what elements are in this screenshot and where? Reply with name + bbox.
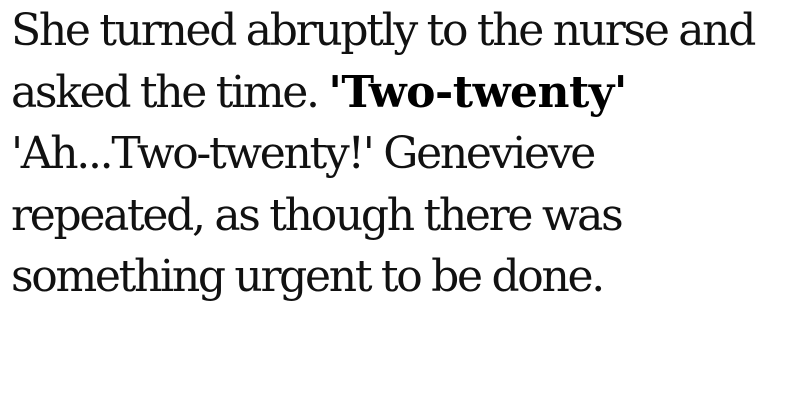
passage-line-2-lead: asked the time. [11,66,318,118]
passage-line-2 [11,62,796,124]
emphasized-quote: 'Two-twenty' [328,66,627,118]
passage-line-1: She turned abruptly to the nurse and [11,5,755,56]
passage-line-3: 'Ah...Two-twenty!' Genevieve [11,128,595,179]
passage-line-5: something urgent to be done. [11,251,603,302]
passage-line-4: repeated, as though there was [11,189,622,241]
story-passage [11,0,796,308]
